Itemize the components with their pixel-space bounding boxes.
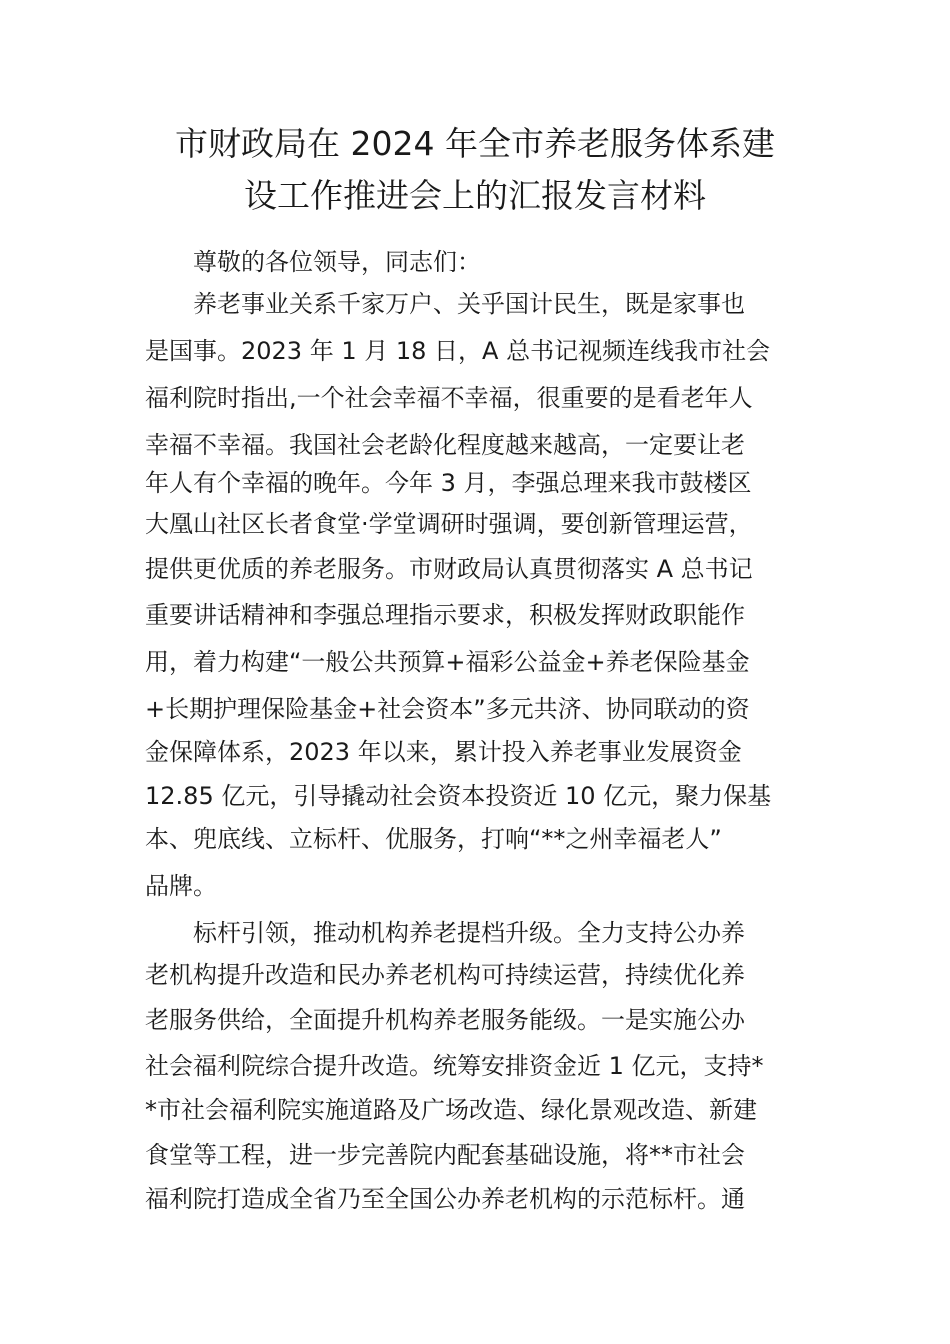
paragraph-2-line-3: 老服务供给，全面提升机构养老服务能级。一是实施公办 xyxy=(145,1006,745,1034)
paragraph-1-line-10: +长期护理保险基金+社会资本”多元共济、协同联动的资 xyxy=(145,695,750,723)
paragraph-1-line-13: 本、兜底线、立标杆、优服务，打响“**之州幸福老人” xyxy=(145,825,722,853)
paragraph-1-line-4: 幸福不幸福。我国社会老龄化程度越来越高，一定要让老 xyxy=(145,431,745,459)
paragraph-1-line-6: 大凰山社区长者食堂·学堂调研时强调，要创新管理运营， xyxy=(145,510,753,538)
document-title-line-2: 设工作推进会上的汇报发言材料 xyxy=(244,176,706,215)
paragraph-1-line-2: 是国事。2023 年 1 月 18 日，A 总书记视频连线我市社会 xyxy=(145,337,771,365)
paragraph-2-line-1: 标杆引领，推动机构养老提档升级。全力支持公办养 xyxy=(193,919,745,947)
paragraph-2-line-7: 福利院打造成全省乃至全国公办养老机构的示范标杆。通 xyxy=(145,1185,745,1213)
paragraph-1-line-7: 提供更优质的养老服务。市财政局认真贯彻落实 A 总书记 xyxy=(145,555,753,583)
paragraph-1-line-1: 养老事业关系千家万户、关乎国计民生，既是家事也 xyxy=(193,290,745,318)
paragraph-2-line-2: 老机构提升改造和民办养老机构可持续运营，持续优化养 xyxy=(145,961,745,989)
paragraph-2-line-4: 社会福利院综合提升改造。统筹安排资金近 1 亿元，支持* xyxy=(145,1052,764,1080)
salutation: 尊敬的各位领导，同志们： xyxy=(193,248,481,276)
paragraph-2-line-5: *市社会福利院实施道路及广场改造、绿化景观改造、新建 xyxy=(145,1096,757,1124)
document-title-line-1: 市财政局在 2024 年全市养老服务体系建 xyxy=(175,124,775,163)
paragraph-1-line-3: 福利院时指出,一个社会幸福不幸福，很重要的是看老年人 xyxy=(145,384,753,412)
paragraph-1-line-14: 品牌。 xyxy=(145,872,217,900)
paragraph-2-line-6: 食堂等工程，进一步完善院内配套基础设施，将**市社会 xyxy=(145,1141,745,1169)
paragraph-1-line-8: 重要讲话精神和李强总理指示要求，积极发挥财政职能作 xyxy=(145,601,745,629)
paragraph-1-line-5: 年人有个幸福的晚年。今年 3 月，李强总理来我市鼓楼区 xyxy=(145,469,752,497)
paragraph-1-line-9: 用，着力构建“一般公共预算+福彩公益金+养老保险基金 xyxy=(145,648,750,676)
paragraph-1-line-11: 金保障体系，2023 年以来，累计投入养老事业发展资金 xyxy=(145,738,742,766)
paragraph-1-line-12: 12.85 亿元，引导撬动社会资本投资近 10 亿元，聚力保基 xyxy=(145,782,772,810)
